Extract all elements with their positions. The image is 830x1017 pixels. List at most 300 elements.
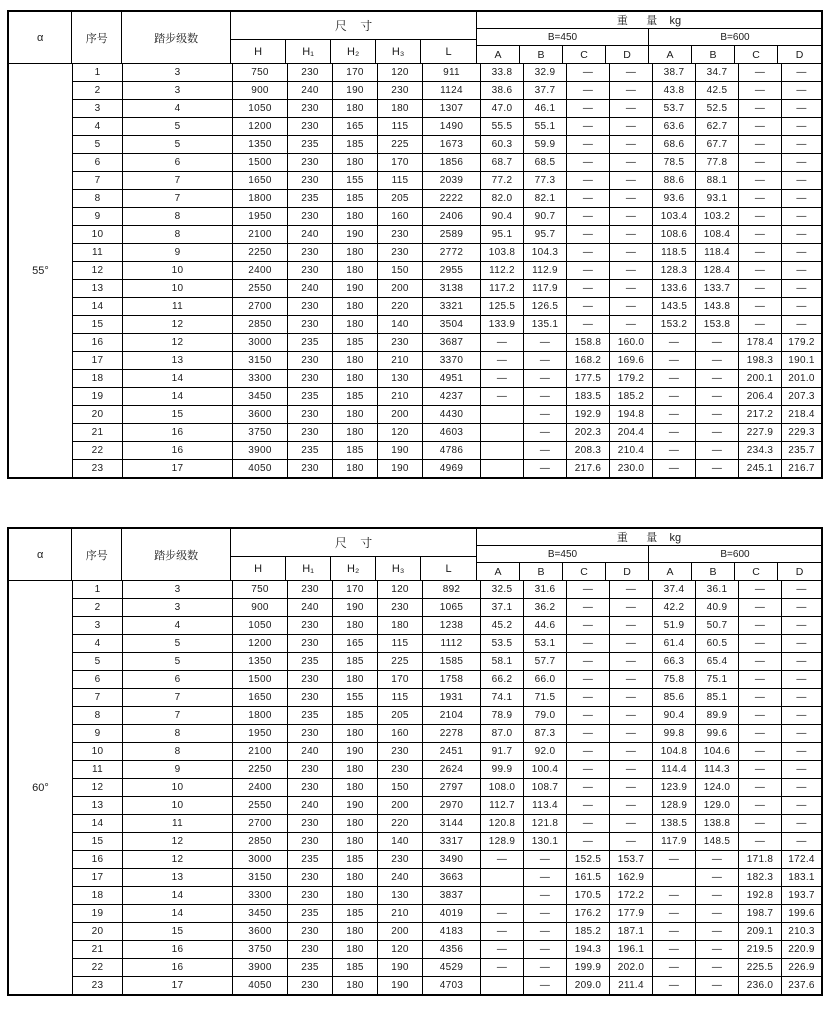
table-cell: 51.9 (653, 617, 696, 634)
table-cell: 190 (333, 82, 378, 99)
table-cell: 230 (288, 370, 333, 387)
table-cell: 210 (378, 905, 423, 922)
header-col-h2: H₂ (331, 40, 376, 63)
table-cell: — (610, 262, 653, 279)
table-cell: 3300 (233, 370, 288, 387)
table-cell: — (653, 941, 696, 958)
table-cell: 68.6 (653, 136, 696, 153)
table-cell: — (610, 298, 653, 315)
table-cell: 87.0 (481, 725, 524, 742)
table-cell: 236.0 (739, 977, 782, 994)
table-cell: 3150 (233, 352, 288, 369)
table-cell: 104.3 (524, 244, 567, 261)
header-weight-title: 重 量 kg (477, 12, 821, 29)
table-cell: 15 (73, 316, 123, 333)
table-cell: 42.2 (653, 599, 696, 616)
table-cell: — (653, 352, 696, 369)
table-cell: 194.3 (567, 941, 610, 958)
table-cell: 2550 (233, 280, 288, 297)
table-cell: 235 (288, 959, 333, 976)
table-cell: 3 (73, 100, 123, 117)
header-weight-columns (477, 563, 821, 580)
header-weight-width-groups (477, 546, 821, 563)
table-cell: — (796, 638, 807, 649)
table-cell: 240 (378, 869, 423, 886)
table-cell: — (739, 743, 782, 760)
table-cell: 120 (378, 581, 423, 598)
table-cell: 52.5 (696, 100, 739, 117)
table-cell: 235 (288, 388, 333, 405)
table-cell: 2850 (233, 833, 288, 850)
table-cell: 16 (73, 851, 123, 868)
table-cell: — (739, 244, 782, 261)
table-cell: — (739, 298, 782, 315)
table-cell: 3600 (233, 923, 288, 940)
table-cell: — (739, 707, 782, 724)
table-cell: 162.9 (610, 869, 653, 886)
table-cell: 55.5 (481, 118, 524, 135)
table-row (73, 887, 821, 905)
table-cell: — (696, 959, 739, 976)
table-cell: — (481, 959, 524, 976)
table-cell: 4237 (423, 388, 481, 405)
table-cell: 230 (288, 262, 333, 279)
table-cell: — (610, 244, 653, 261)
table-cell: 130 (378, 887, 423, 904)
table-cell: — (696, 352, 739, 369)
table-cell: 217.6 (567, 460, 610, 477)
table-cell: 198.7 (739, 905, 782, 922)
table-cell: 117.2 (481, 280, 524, 297)
table-cell (481, 460, 524, 477)
table-cell: 900 (233, 599, 288, 616)
table-cell: 187.1 (610, 923, 653, 940)
table-cell: 22 (73, 959, 123, 976)
table-cell: 108.6 (653, 226, 696, 243)
table-cell: 2100 (233, 743, 288, 760)
table-cell: — (796, 103, 807, 114)
table-cell: 192.8 (739, 887, 782, 904)
table-cell: 230 (378, 226, 423, 243)
table-cell: 230 (288, 118, 333, 135)
table-cell: — (610, 118, 653, 135)
table-cell: — (653, 977, 696, 994)
table-cell: 8 (123, 226, 233, 243)
header-col-d450: D (606, 563, 649, 580)
table-cell: 240 (288, 82, 333, 99)
table-cell: — (610, 136, 653, 153)
table-cell: 23 (73, 977, 123, 994)
table-row (73, 226, 821, 244)
table-cell: — (481, 851, 524, 868)
table-cell: — (610, 208, 653, 225)
table-cell: 5 (73, 136, 123, 153)
table-cell: 143.8 (696, 298, 739, 315)
table-cell: 91.7 (481, 743, 524, 760)
table-row (73, 725, 821, 743)
table-cell: 180 (333, 815, 378, 832)
table-row (73, 424, 821, 442)
table-cell: — (567, 280, 610, 297)
table-cell: — (653, 406, 696, 423)
table-row (73, 635, 821, 653)
table-cell: 95.1 (481, 226, 524, 243)
table-cell: 216.7 (788, 463, 815, 474)
table-cell: — (739, 64, 782, 81)
table-cell: — (739, 154, 782, 171)
table-cell: 210 (378, 352, 423, 369)
header-col-c450: C (563, 46, 606, 63)
table-cell: 125.5 (481, 298, 524, 315)
table-cell: — (796, 710, 807, 721)
table-cell: — (739, 190, 782, 207)
table-cell: 10 (73, 743, 123, 760)
table-cell: 2039 (423, 172, 481, 189)
table-cell: 36.1 (696, 581, 739, 598)
table-cell: 8 (123, 725, 233, 742)
table-cell: 155 (333, 172, 378, 189)
table-cell: — (739, 136, 782, 153)
table-cell: 21 (73, 424, 123, 441)
table-cell: 2797 (423, 779, 481, 796)
table-row (73, 460, 821, 477)
table-cell: 9 (73, 725, 123, 742)
table-cell: — (610, 64, 653, 81)
table-cell: — (567, 815, 610, 832)
table-cell: 3750 (233, 424, 288, 441)
table-row (73, 941, 821, 959)
table-cell: 180 (333, 460, 378, 477)
table-cell: — (567, 833, 610, 850)
table-cell: 180 (333, 923, 378, 940)
table-cell: 210.3 (788, 926, 815, 937)
table-cell: 230 (378, 334, 423, 351)
table-cell: 150 (378, 779, 423, 796)
table-cell: — (796, 229, 807, 240)
table-cell: — (567, 64, 610, 81)
table-cell: 240 (288, 743, 333, 760)
header-serial-number: 序号 (72, 529, 122, 580)
table-cell: 180 (333, 316, 378, 333)
table-cell: 14 (73, 815, 123, 832)
header-col-d450: D (606, 46, 649, 63)
table-cell: — (610, 797, 653, 814)
table-cell: — (610, 581, 653, 598)
table-cell: — (610, 653, 653, 670)
table-row (73, 136, 821, 154)
table-cell: — (610, 226, 653, 243)
table-cell: — (739, 118, 782, 135)
table-cell: 2222 (423, 190, 481, 207)
table-cell (481, 869, 524, 886)
table-cell: 190 (378, 977, 423, 994)
table-cell: 133.9 (481, 316, 524, 333)
table-cell: — (796, 818, 807, 829)
alpha-value: 55° (9, 64, 73, 477)
table-cell: 211.4 (610, 977, 653, 994)
header-col-d600: D (795, 48, 804, 61)
table-cell: — (481, 370, 524, 387)
table-cell: 209.0 (567, 977, 610, 994)
table-cell: 118.4 (696, 244, 739, 261)
table-cell: 33.8 (481, 64, 524, 81)
table-cell: 153.7 (610, 851, 653, 868)
table-cell: — (796, 800, 807, 811)
table-cell: 200 (378, 923, 423, 940)
table-cell: 4969 (423, 460, 481, 477)
table-cell: 1350 (233, 653, 288, 670)
spec-table-alpha-60 (7, 527, 823, 996)
table-cell: — (739, 280, 782, 297)
table-cell: 90.4 (653, 707, 696, 724)
table-cell: 5 (123, 136, 233, 153)
table-cell: 3138 (423, 280, 481, 297)
table-cell: 210.4 (610, 442, 653, 459)
header-b450: B=450 (477, 29, 649, 45)
table-cell: 230 (288, 316, 333, 333)
table-cell: 104.6 (696, 743, 739, 760)
table-cell: 1307 (423, 100, 481, 117)
table-cell: — (524, 959, 567, 976)
table-cell: 180 (333, 869, 378, 886)
table-cell: — (739, 779, 782, 796)
table-cell: 201.0 (788, 373, 815, 384)
table-cell: 230 (288, 671, 333, 688)
table-cell: 120 (378, 424, 423, 441)
table-cell: 13 (73, 797, 123, 814)
table-cell: — (524, 334, 567, 351)
table-cell: — (739, 797, 782, 814)
table-row (73, 707, 821, 725)
table-cell: 15 (73, 833, 123, 850)
table-cell: 185 (333, 442, 378, 459)
table-rows (73, 581, 821, 994)
table-cell: 180 (333, 352, 378, 369)
table-cell: — (610, 154, 653, 171)
table-cell: 34.7 (696, 64, 739, 81)
table-cell: — (739, 617, 782, 634)
table-cell: 55.1 (524, 118, 567, 135)
table-cell: 235 (288, 442, 333, 459)
table-cell: 230 (288, 352, 333, 369)
table-cell: — (653, 424, 696, 441)
table-cell: — (567, 118, 610, 135)
table-row (73, 653, 821, 671)
table-cell: 12 (73, 779, 123, 796)
table-row (73, 262, 821, 280)
table-cell: — (481, 941, 524, 958)
table-cell: — (696, 905, 739, 922)
table-cell: 240 (288, 797, 333, 814)
table-cell: 202.0 (610, 959, 653, 976)
header-weight-group (477, 529, 821, 580)
table-cell: — (610, 725, 653, 742)
table-cell: 103.4 (653, 208, 696, 225)
table-cell: 230 (288, 581, 333, 598)
table-cell: 17 (73, 352, 123, 369)
table-cell: 58.1 (481, 653, 524, 670)
table-cell: 117.9 (653, 833, 696, 850)
table-cell: 11 (73, 761, 123, 778)
table-cell: — (796, 746, 807, 757)
table-cell: 138.8 (696, 815, 739, 832)
table-cell: 230 (288, 833, 333, 850)
table-cell: 1758 (423, 671, 481, 688)
table-cell: 230 (288, 617, 333, 634)
table-cell: 180 (333, 406, 378, 423)
table-cell: 240 (288, 226, 333, 243)
table-cell: — (653, 851, 696, 868)
table-cell: — (696, 851, 739, 868)
table-cell: 103.2 (696, 208, 739, 225)
table-cell: 199.9 (567, 959, 610, 976)
table-cell: 53.5 (481, 635, 524, 652)
header-col-h1: H₁ (286, 557, 331, 580)
table-cell: 104.8 (653, 743, 696, 760)
spec-table-alpha-55 (7, 10, 823, 479)
table-cell: 180 (333, 761, 378, 778)
table-cell: 169.6 (610, 352, 653, 369)
table-cell: 57.7 (524, 653, 567, 670)
table-cell: 53.7 (653, 100, 696, 117)
table-cell: — (567, 725, 610, 742)
table-cell: — (696, 406, 739, 423)
table-cell: 37.4 (653, 581, 696, 598)
table-cell: 209.1 (739, 923, 782, 940)
table-cell: — (481, 923, 524, 940)
table-cell: 78.5 (653, 154, 696, 171)
table-cell: 235 (288, 334, 333, 351)
table-cell: 2955 (423, 262, 481, 279)
table-cell: 120.8 (481, 815, 524, 832)
table-cell: — (696, 334, 739, 351)
table-cell: 165 (333, 118, 378, 135)
table-cell: 90.7 (524, 208, 567, 225)
table-cell: 161.5 (567, 869, 610, 886)
table-cell: — (796, 67, 807, 78)
table-cell: 1650 (233, 689, 288, 706)
table-cell: 114.3 (696, 761, 739, 778)
table-cell: 3490 (423, 851, 481, 868)
table-cell: 200 (378, 280, 423, 297)
table-cell: — (610, 190, 653, 207)
table-cell: 37.7 (524, 82, 567, 99)
table-cell: 2772 (423, 244, 481, 261)
table-cell: — (796, 193, 807, 204)
table-cell: 5 (123, 635, 233, 652)
table-cell: 19 (73, 905, 123, 922)
table-cell: 20 (73, 406, 123, 423)
table-cell: — (796, 728, 807, 739)
table-cell: 6 (73, 671, 123, 688)
table-row (73, 370, 821, 388)
table-cell: 87.3 (524, 725, 567, 742)
table-cell: — (610, 689, 653, 706)
table-cell: — (696, 370, 739, 387)
table-cell: 230 (288, 172, 333, 189)
table-cell: 1931 (423, 689, 481, 706)
table-cell: 3300 (233, 887, 288, 904)
table-cell: 150 (378, 262, 423, 279)
table-row (73, 244, 821, 262)
table-cell: 108.0 (481, 779, 524, 796)
table-cell: 235 (288, 905, 333, 922)
table-cell: 235 (288, 707, 333, 724)
table-cell: 230 (288, 244, 333, 261)
table-cell: 230 (288, 815, 333, 832)
table-cell: 121.8 (524, 815, 567, 832)
table-cell: 198.3 (739, 352, 782, 369)
table-header (9, 12, 821, 64)
table-cell: — (739, 226, 782, 243)
table-row (73, 64, 821, 82)
table-cell: 4703 (423, 977, 481, 994)
table-row (73, 388, 821, 406)
table-cell: 2451 (423, 743, 481, 760)
table-cell: — (796, 764, 807, 775)
table-cell: 190 (333, 797, 378, 814)
table-cell: 230 (288, 100, 333, 117)
alpha-value: 60° (9, 581, 73, 994)
table-cell: 128.9 (653, 797, 696, 814)
table-cell: 180 (333, 154, 378, 171)
table-cell: — (696, 977, 739, 994)
table-cell: 93.1 (696, 190, 739, 207)
table-cell: 190 (378, 460, 423, 477)
table-cell: 168.2 (567, 352, 610, 369)
table-cell: 1238 (423, 617, 481, 634)
table-cell: 185 (333, 388, 378, 405)
table-cell: 1800 (233, 190, 288, 207)
table-cell: 170 (378, 671, 423, 688)
table-cell: 185 (333, 190, 378, 207)
table-cell: 12 (123, 316, 233, 333)
table-cell: — (739, 761, 782, 778)
table-cell: 4951 (423, 370, 481, 387)
table-cell: 21 (73, 941, 123, 958)
table-cell: 190 (378, 959, 423, 976)
table-cell: 1200 (233, 118, 288, 135)
table-cell: 17 (73, 869, 123, 886)
table-cell: 180 (333, 370, 378, 387)
table-cell: 3600 (233, 406, 288, 423)
table-cell: 71.5 (524, 689, 567, 706)
table-cell: 133.7 (696, 280, 739, 297)
table-cell: 2278 (423, 725, 481, 742)
table-cell: 13 (123, 352, 233, 369)
table-cell: 2624 (423, 761, 481, 778)
table-cell: 180 (333, 833, 378, 850)
table-cell: 205 (378, 190, 423, 207)
table-cell: — (567, 172, 610, 189)
table-cell: 78.9 (481, 707, 524, 724)
header-dimensions-group (231, 529, 477, 580)
header-b600: B=600 (720, 548, 750, 560)
table-row (73, 851, 821, 869)
table-cell: 193.7 (788, 890, 815, 901)
table-cell: 171.8 (739, 851, 782, 868)
table-cell: — (739, 100, 782, 117)
table-cell: 2850 (233, 316, 288, 333)
table-cell: 194.8 (610, 406, 653, 423)
table-cell: 23 (73, 460, 123, 477)
table-cell: 200.1 (739, 370, 782, 387)
table-cell: 14 (123, 388, 233, 405)
table-cell: — (610, 316, 653, 333)
table-cell: 66.3 (653, 653, 696, 670)
table-cell (653, 869, 696, 886)
table-cell: 12 (123, 833, 233, 850)
